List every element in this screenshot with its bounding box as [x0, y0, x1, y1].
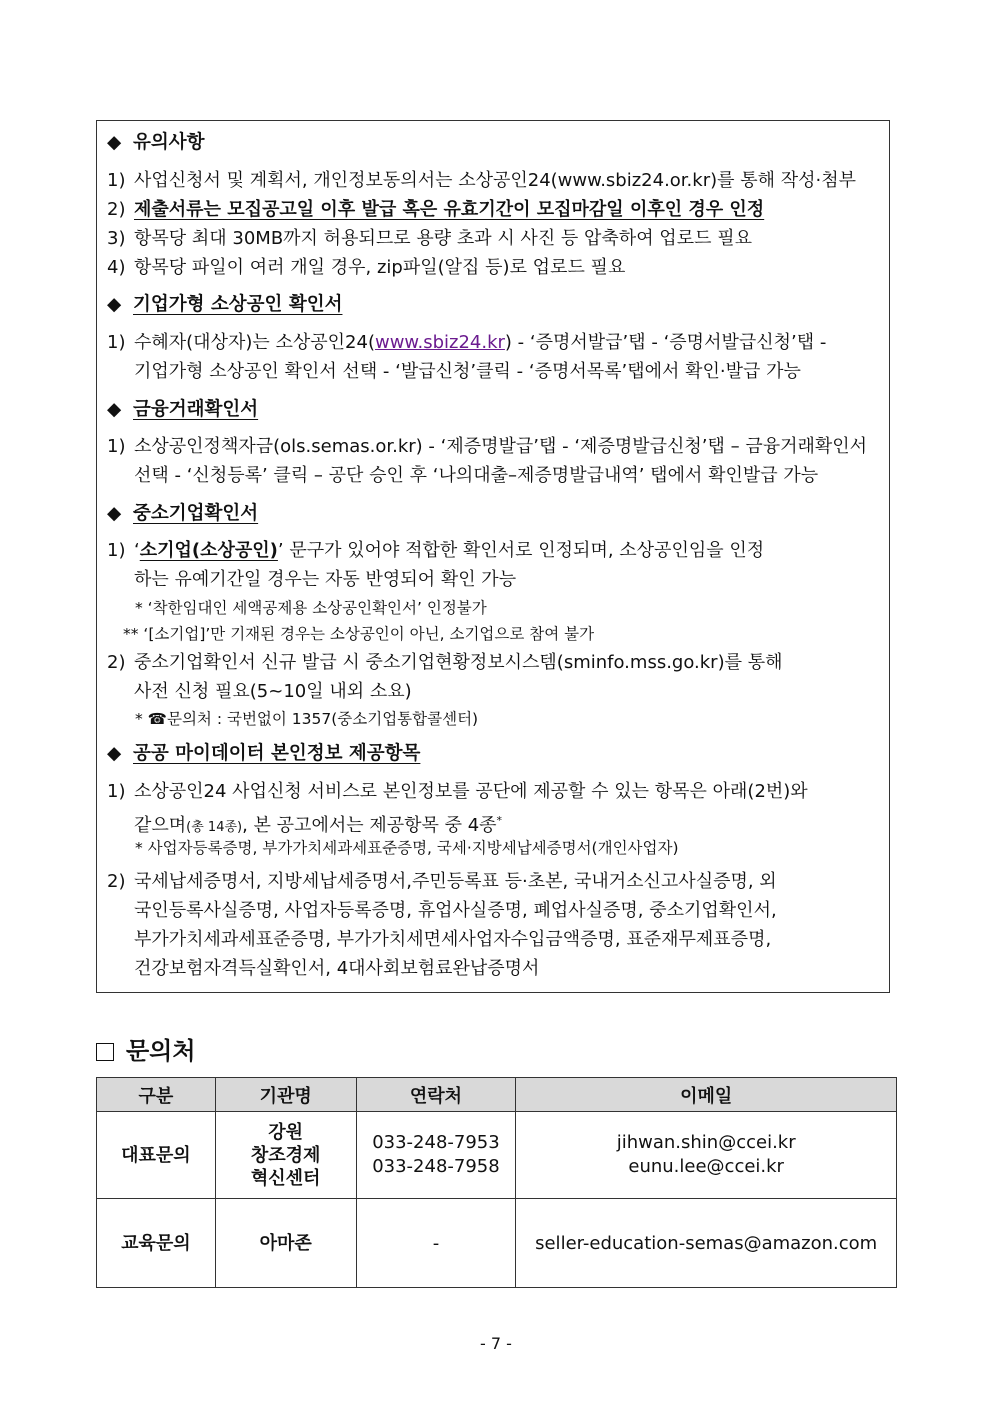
org-cell: 아마존: [215, 1199, 356, 1288]
table-row: [97, 1199, 897, 1288]
mydata-line-6: 건강보험자격득실확인서, 4대사회보험료완납증명서: [134, 958, 540, 979]
item-number: 1): [107, 436, 126, 457]
sme-cert-line-2: 하는 유예기간일 경우는 자동 반영되어 확인 가능: [134, 569, 517, 590]
checkbox-square-icon: [96, 1043, 114, 1061]
sme-cert-line-1: ‘소기업(소상공인)’ 문구가 있어야 적합한 확인서로 인정되며, 소상공인임을 인정: [134, 540, 765, 561]
phone-cell: 033-248-7953 033-248-7958: [356, 1112, 516, 1199]
entrepreneur-cert-line-2: 기업가형 소상공인 확인서 선택 - ‘발급신청’클릭 - ‘증명서목록’탭에서 확인·발급 가능: [134, 361, 801, 382]
entrepreneur-cert-line-1: 수혜자(대상자)는 소상공인24(www.sbiz24.kr) - ‘증명서발급’탭 - ‘증명서발급신청’탭 -: [134, 332, 827, 353]
mydata-line-1: 소상공인24 사업신청 서비스로 본인정보를 공단에 제공할 수 있는 항목은 아래(2번)와: [134, 781, 808, 802]
category-cell: 교육문의: [97, 1199, 216, 1288]
mydata-note: * 사업자등록증명, 부가가치세과세표준증명, 국세·지방세납세증명서(개인사업자): [135, 839, 679, 857]
org-cell: 강원 창조경제 혁신센터: [215, 1112, 356, 1199]
item-number: 3): [107, 228, 126, 249]
item-number: 1): [107, 540, 126, 561]
notice-box: [96, 120, 890, 993]
column-header: 이메일: [516, 1078, 897, 1112]
column-header: 구분: [97, 1078, 216, 1112]
category-cell: 대표문의: [97, 1112, 216, 1199]
contact-section-title: 문의처: [96, 1036, 196, 1066]
financial-cert-line-1: 소상공인정책자금(ols.semas.or.kr) - ‘제증명발급’탭 - ‘제증명발급신청’탭 – 금융거래확인서: [134, 436, 868, 457]
sbiz24-link[interactable]: www.sbiz24.kr: [374, 332, 505, 353]
column-header: 기관명: [215, 1078, 356, 1112]
contact-table: [96, 1077, 897, 1288]
sme-cert-note-3: * ☎문의처 : 국번없이 1357(중소기업통합콜센터): [135, 710, 479, 728]
financial-cert-line-2: 선택 - ‘신청등록’ 클릭 – 공단 승인 후 ‘나의대출–제증명발급내역’ 탭에서 확인발급 가능: [134, 465, 819, 486]
table-header-row: [97, 1078, 897, 1112]
email-cell: [516, 1199, 897, 1288]
section-heading-mydata: ◆ 공공 마이데이터 본인정보 제공항목: [107, 743, 421, 764]
item-number: 2): [107, 652, 126, 673]
note-item: 항목당 파일이 여러 개일 경우, zip파일(알집 등)로 업로드 필요: [134, 257, 626, 278]
note-item-emphasis: 제출서류는 모집공고일 이후 발급 혹은 유효기간이 모집마감일 이후인 경우 인정: [134, 199, 765, 220]
mydata-line-3: 국세납세증명서, 지방세납세증명서,주민등록표 등·초본, 국내거소신고사실증명, 외: [134, 871, 777, 892]
item-number: 4): [107, 257, 126, 278]
mydata-line-5: 부가가치세과세표준증명, 부가가치세면세사업자수입금액증명, 표준재무제표증명,: [134, 929, 772, 950]
item-number: 2): [107, 199, 126, 220]
section-heading-sme-cert: ◆ 중소기업확인서: [107, 503, 259, 524]
item-number: 1): [107, 170, 126, 191]
diamond-bullet-icon: ◆: [107, 743, 122, 764]
sme-cert-note-2: ** ‘[소기업]’만 기재된 경우는 소상공인이 아닌, 소기업으로 참여 불가: [123, 625, 595, 643]
item-number: 1): [107, 781, 126, 802]
page-number: - 7 -: [480, 1334, 512, 1353]
item-number: 1): [107, 332, 126, 353]
diamond-bullet-icon: ◆: [107, 503, 122, 524]
sme-cert-note-1: * ‘착한임대인 세액공제용 소상공인확인서’ 인정불가: [135, 599, 487, 617]
email-link[interactable]: eunu.lee@ccei.kr: [628, 1156, 784, 1177]
diamond-bullet-icon: ◆: [107, 132, 122, 153]
diamond-bullet-icon: ◆: [107, 399, 122, 420]
email-link[interactable]: jihwan.shin@ccei.kr: [616, 1132, 796, 1153]
sme-cert-line-4: 사전 신청 필요(5~10일 내외 소요): [134, 681, 412, 702]
mydata-line-2: 같으며(총 14종), 본 공고에서는 제공항목 중 4종*: [134, 814, 503, 836]
section-heading-entrepreneur-cert: ◆ 기업가형 소상공인 확인서: [107, 294, 343, 315]
mydata-line-4: 국인등록사실증명, 사업자등록증명, 휴업사실증명, 폐업사실증명, 중소기업확인서,: [134, 900, 777, 921]
email-link[interactable]: seller-education-semas@amazon.com: [535, 1232, 878, 1254]
table-row: [97, 1112, 897, 1199]
phone-cell: -: [356, 1199, 516, 1288]
item-number: 2): [107, 871, 126, 892]
note-item: 사업신청서 및 계획서, 개인정보동의서는 소상공인24(www.sbiz24.or.kr)를 통해 작성·첨부: [134, 170, 857, 191]
email-cell: [516, 1112, 897, 1199]
column-header: 연락처: [356, 1078, 516, 1112]
note-item: 항목당 최대 30MB까지 허용되므로 용량 초과 시 사진 등 압축하여 업로드 필요: [134, 228, 752, 249]
sme-cert-line-3: 중소기업확인서 신규 발급 시 중소기업현황정보시스템(sminfo.mss.go.kr)를 통해: [134, 652, 783, 673]
section-heading-notes: ◆ 유의사항: [107, 132, 205, 153]
section-heading-financial-cert: ◆ 금융거래확인서: [107, 399, 259, 420]
diamond-bullet-icon: ◆: [107, 294, 122, 315]
